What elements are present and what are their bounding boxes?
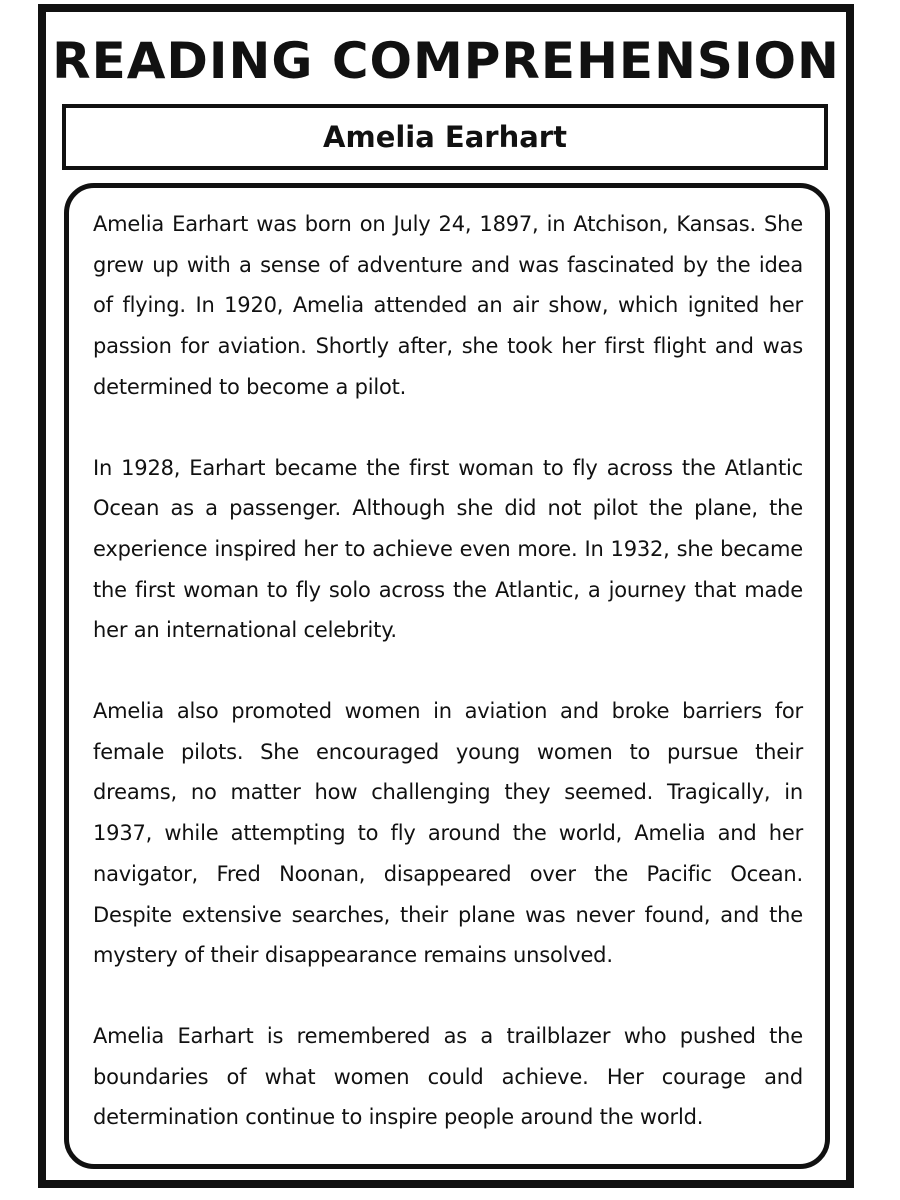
worksheet-frame [38,4,854,1188]
passage-paragraph-2: In 1928, Earhart became the first woman to fly across the Atlantic Ocean as a passenger. Although she did not pilot the plane, the experience inspired her to achieve even more. In 1932, she became the first woman to fly solo across the Atlantic, a journey that made her an international celebrity. [93,455,803,643]
passage-paragraph-3: Amelia also promoted women in aviation and broke barriers for female pilots. She encouraged young women to pursue their dreams, no matter how challenging they seemed. Tragically, in 1937, while attempting to fly around the world, Amelia and her navigator, Fred Noonan, disappeared over the Pacific Ocean. Despite extensive searches, their plane was never found, and the mystery of their disappearance remains unsolved. [93,699,803,968]
passage-paragraph-4: Amelia Earhart is remembered as a trailblazer who pushed the boundaries of what women could achieve. Her courage and determination continue to inspire people around the world. [93,1023,803,1130]
passage-paragraph-1: Amelia Earhart was born on July 24, 1897, in Atchison, Kansas. She grew up with a sense of adventure and was fascinated by the idea of flying. In 1920, Amelia attended an air show, which ignited her passion for aviation. Shortly after, she took her first flight and was determined to become a pilot. [93,212,803,399]
subtitle-box [62,104,828,170]
page-title: READING COMPREHENSION [52,32,840,90]
passage-box [64,183,830,1169]
passage-title: Amelia Earhart [323,120,567,154]
